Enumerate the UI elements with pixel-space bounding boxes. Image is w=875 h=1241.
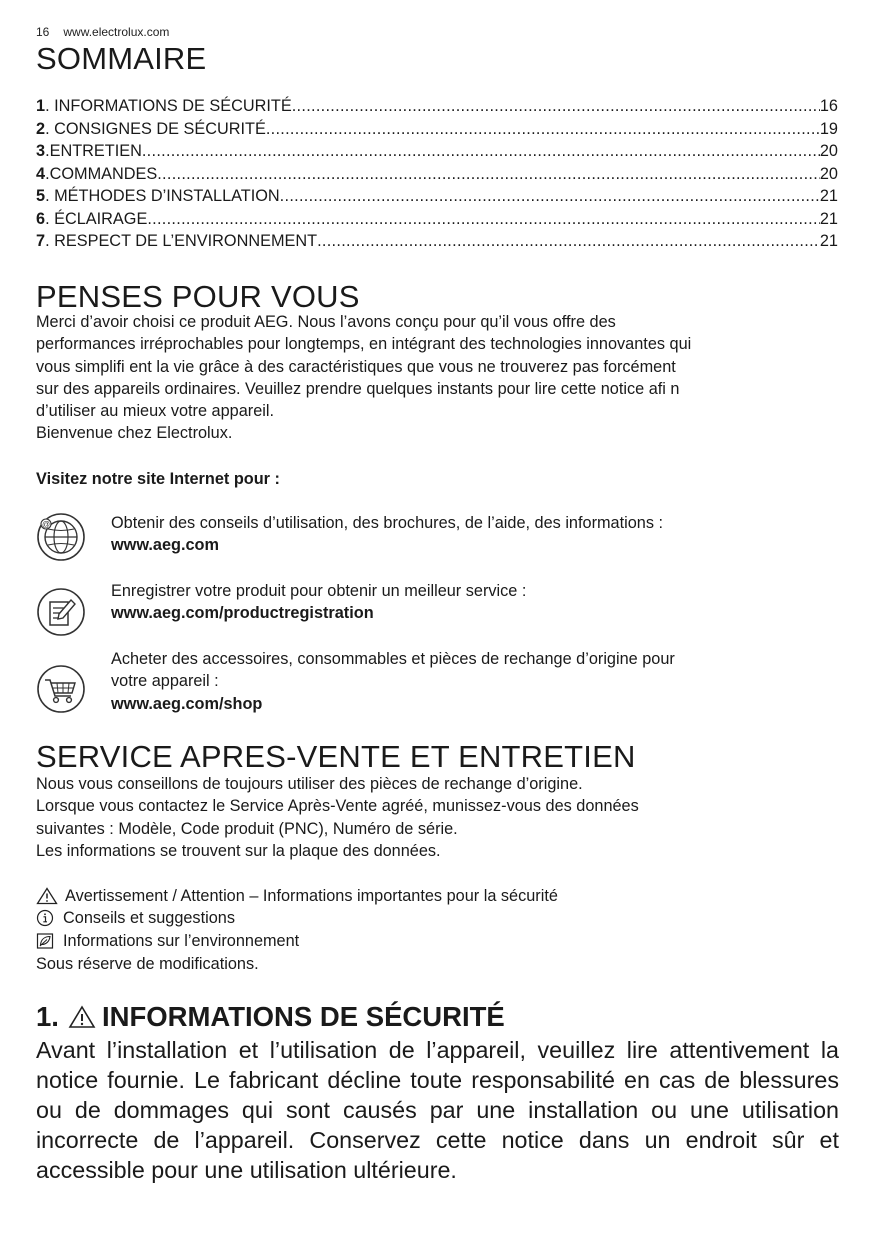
visit-label: Visitez notre site Internet pour : xyxy=(36,470,280,488)
page-header xyxy=(36,25,169,39)
modification-note: Sous réserve de modifications. xyxy=(36,955,259,973)
toc-item[interactable] xyxy=(36,163,838,186)
toc-item-number: 3 xyxy=(36,142,46,160)
penses-line: performances irréprochables pour longtemps, en intégrant des technologies innovantes qui xyxy=(36,335,692,354)
link-description: Acheter des accessoires, consommables et pièces de rechange d’origine pour xyxy=(111,650,675,668)
toc-leader-dots xyxy=(292,95,820,118)
link-text xyxy=(111,580,526,625)
sommaire-title: SOMMAIRE xyxy=(36,41,207,76)
penses-line: vous simplifi ent la vie grâce à des caractéristiques que vous ne trouverez pas forcément xyxy=(36,357,676,376)
toc-item[interactable] xyxy=(36,118,838,141)
table-of-contents xyxy=(36,95,838,253)
link-description: Obtenir des conseils d’utilisation, des brochures, de l’aide, des informations : xyxy=(111,514,664,532)
legend-text: Informations sur l’environnement xyxy=(63,932,300,950)
link-url[interactable]: www.aeg.com/shop xyxy=(111,694,263,713)
link-description: Enregistrer votre produit pour obtenir un meilleur service : xyxy=(111,582,527,600)
toc-leader-dots xyxy=(317,230,820,253)
section-title: INFORMATIONS DE SÉCURITÉ xyxy=(101,1001,505,1032)
toc-item[interactable] xyxy=(36,208,838,231)
environment-icon xyxy=(36,932,56,950)
toc-item-page: 20 xyxy=(819,142,838,160)
penses-intro xyxy=(36,311,691,445)
toc-leader-dots xyxy=(266,118,820,141)
legend-text: Conseils et suggestions xyxy=(63,909,235,927)
link-text xyxy=(111,648,675,715)
toc-item-title: . MÉTHODES D’INSTALLATION xyxy=(45,187,280,205)
toc-item-number: 5 xyxy=(36,187,46,205)
toc-item-title: . CONSIGNES DE SÉCURITÉ xyxy=(45,119,266,138)
toc-leader-dots xyxy=(142,140,820,163)
link-url[interactable]: www.aeg.com xyxy=(111,536,219,555)
toc-item-number: 4 xyxy=(36,164,46,183)
section-number: 1. xyxy=(36,1001,59,1032)
toc-item-page: 20 xyxy=(819,164,838,183)
link-text xyxy=(111,512,663,557)
toc-item-number: 1 xyxy=(36,97,46,115)
penses-line: sur des appareils ordinaires. Veuillez prendre quelques instants pour lire cette notice afi n xyxy=(36,379,680,398)
penses-line: Bienvenue chez Electrolux. xyxy=(36,424,233,443)
info-icon xyxy=(36,909,56,927)
toc-leader-dots xyxy=(280,185,820,208)
toc-item-title: . ÉCLAIRAGE xyxy=(45,209,148,228)
toc-item-page: 19 xyxy=(819,119,838,138)
penses-line: d’utiliser au mieux votre appareil. xyxy=(36,402,275,421)
link-description: votre appareil : xyxy=(111,672,219,691)
service-title: SERVICE APRES-VENTE ET ENTRETIEN xyxy=(36,739,636,774)
toc-item-page: 21 xyxy=(819,187,838,205)
warning-icon xyxy=(36,887,58,905)
globe-icon xyxy=(36,512,86,562)
toc-item-page: 21 xyxy=(819,209,838,228)
toc-leader-dots xyxy=(147,208,820,231)
toc-item-number: 7 xyxy=(36,232,46,250)
toc-item-title: .COMMANDES xyxy=(45,164,158,183)
legend-text: Avertissement / Attention – Informations importantes pour la sécurité xyxy=(65,887,558,905)
penses-title: PENSES POUR VOUS xyxy=(36,279,360,314)
section-1-body: Avant l’installation et l’utilisation de l’appareil, veuillez lire attentivement la notice fournie. Le fabricant décline toute responsabilité en cas de blessures ou de dommages qui sont causés par une installation ou une utilisation incorrecte de l’appareil. Conservez cette notice dans un endroit sûr et accessible pour une utilisation ultérieure. xyxy=(36,1037,839,1183)
legend-info xyxy=(36,907,235,929)
toc-item[interactable] xyxy=(36,95,838,118)
toc-item[interactable] xyxy=(36,140,838,163)
warning-icon xyxy=(68,1005,96,1029)
toc-leader-dots xyxy=(157,163,820,186)
link-url[interactable]: www.aeg.com/productregistration xyxy=(111,604,374,623)
legend-environment xyxy=(36,930,299,952)
toc-item-number: 6 xyxy=(36,209,46,228)
toc-item[interactable] xyxy=(36,230,838,253)
legend-warning xyxy=(36,885,558,907)
toc-item-title: . RESPECT DE L’ENVIRONNEMENT xyxy=(45,232,318,250)
toc-item-title: . INFORMATIONS DE SÉCURITÉ xyxy=(45,97,292,115)
page-number: 16 xyxy=(36,25,50,39)
service-line: suivantes : Modèle, Code produit (PNC), Numéro de série. xyxy=(36,819,458,838)
registration-icon xyxy=(36,587,86,637)
toc-item-page: 16 xyxy=(819,97,838,115)
service-line: Lorsque vous contactez le Service Après-Vente agréé, munissez-vous des données xyxy=(36,797,639,816)
section-1-heading xyxy=(36,1000,505,1034)
toc-item-number: 2 xyxy=(36,119,46,138)
svg-text:@: @ xyxy=(41,520,51,529)
header-url[interactable]: www.electrolux.com xyxy=(63,25,170,39)
service-line: Les informations se trouvent sur la plaque des données. xyxy=(36,841,441,860)
toc-item-title: .ENTRETIEN xyxy=(45,142,142,160)
shopping-cart-icon xyxy=(36,664,86,714)
toc-item-page: 21 xyxy=(819,232,838,250)
service-line: Nous vous conseillons de toujours utiliser des pièces de rechange d’origine. xyxy=(36,775,583,793)
penses-line: Merci d’avoir choisi ce produit AEG. Nous l’avons conçu pour qu’il vous offre des xyxy=(36,313,616,331)
toc-item[interactable] xyxy=(36,185,838,208)
service-text xyxy=(36,773,639,862)
